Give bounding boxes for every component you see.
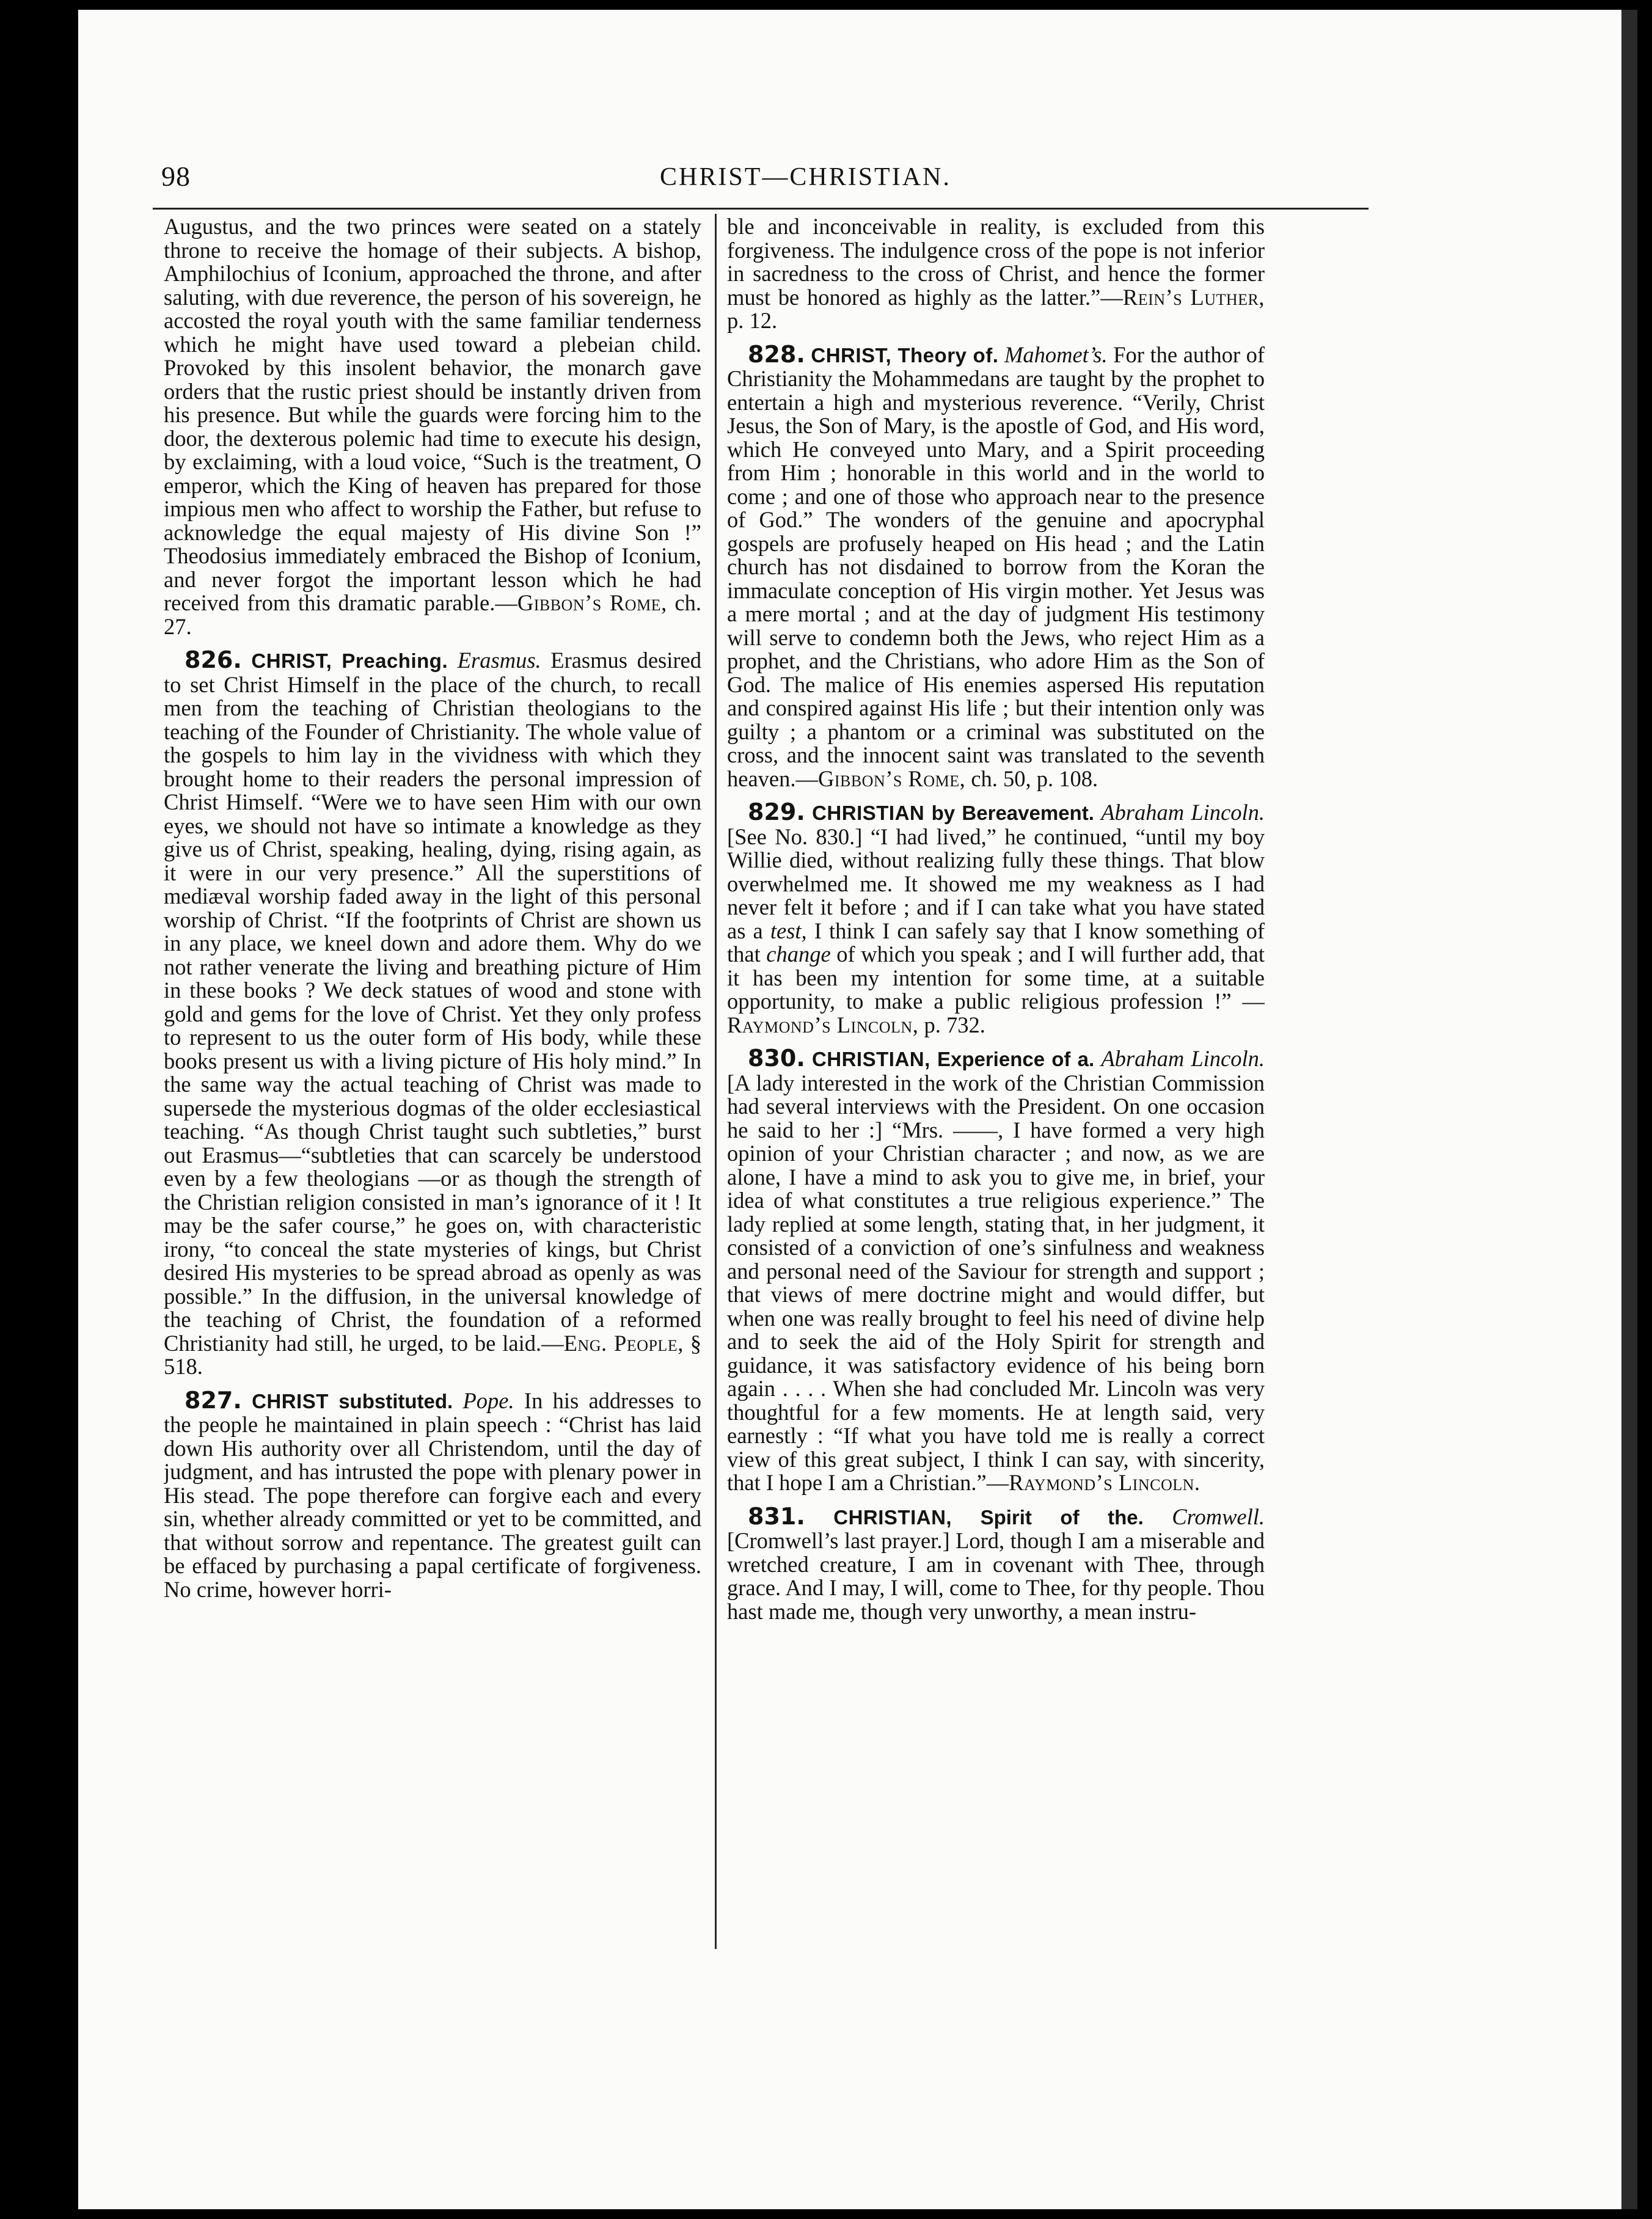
entry-subtopic: by Bereavement. [931, 802, 1094, 824]
entry-emphasis: test, [770, 918, 807, 943]
entry-number: 827. [185, 1386, 242, 1414]
page-header [153, 160, 1369, 197]
entry-829 [727, 800, 1265, 1037]
entry-text: Erasmus desired to set Christ Himself in the place of the church, to recall men from the teaching of Christian theologians to the teaching of the Founder of Christianity. The whole value of the gospels to him lay in the vividness with which they brought home to their readers the personal impression of Christ Himself. “Were we to have seen Him with our own eyes, we should not have so intimate a knowledge as they give us of Christ, speaking, healing, dying, rising again, as it were in our very presence.” All the superstitions of mediæval worship faded away in the light of this personal worship of Christ. “If the footprints of Christ are shown us in any place, we kneel down and adore them. Why do we not rather venerate the living and breathing picture of Him in these books ? We deck statues of wood and stone with gold and gems for the love of Christ. Yet they only profess to represent to us the outer form of His body, while these books present us with a living picture of His holy mind.” In the same way the actual teaching of Christ was made to supersede the mysterious dogmas of the older ecclesiastical teaching. “As though Christ taught such subtleties,” burst out Erasmus—“subtleties that can scarcely be understood even by a few theologians —or as though the strength of the Christian religion consisted in man’s ignorance of it ! It may be the safer course,” he goes on, with characteristic irony, “to conceal the state mysteries of kings, but Christ desired His mysteries to be spread abroad as openly as was possible.” In the diffusion, in the universal knowledge of the teaching of Christ, the foundation of a reformed Christianity had still, he urged, to be laid.— [164, 648, 701, 1356]
entry-subtopic: Spirit of the. [980, 1505, 1144, 1529]
entry-830 [727, 1047, 1265, 1495]
page-number: 98 [161, 161, 191, 192]
header-rule [153, 208, 1369, 210]
entry-tag: Pope. [462, 1387, 514, 1413]
entry-continuation [164, 215, 701, 638]
entry-topic: CHRIST, Preaching. [251, 649, 448, 672]
entry-source: Eng. People, [563, 1330, 684, 1356]
entry-827 [164, 1386, 701, 1602]
entry-number: 828. [748, 340, 805, 368]
entry-tag: Erasmus. [457, 648, 541, 673]
entry-text: of which you speak ; and I will further add, that it has been my intention for some time, at a suitable opportunity, to make a public religious profession !” — [727, 941, 1265, 1014]
entry-number: 831. [748, 1502, 805, 1530]
entry-source: Raymond’s Lincoln. [1009, 1470, 1201, 1495]
entry-ref: ch. 27. [164, 590, 701, 639]
running-title: CHRIST—CHRISTIAN. [660, 163, 951, 191]
entry-emphasis: change [766, 941, 831, 967]
entry-tag: Abraham Lincoln. [1101, 800, 1265, 825]
entry-topic: CHRISTIAN, [811, 1048, 930, 1070]
entry-text: [Cromwell’s last prayer.] Lord, though I am a miserable and wretched creature, I am in covenant with Thee, through grace. And I may, I will, come to Thee, for thy people. Thou hast made me, though very unworthy, a mean instru- [727, 1528, 1265, 1624]
entry-source: Gibbon’s Rome, [817, 766, 966, 791]
entry-ref: § 518. [164, 1330, 701, 1379]
entry-subtopic: substituted. [338, 1389, 453, 1413]
entry-text: [See No. 830.] “I had lived,” he continued, “until my boy Willie died, without realizing fully these things. That blow overwhelmed me. It showed me my weakness as I had never felt it before ; and if I can take what you have stated as a [727, 824, 1265, 943]
entry-source: Gibbon’s Rome, [517, 590, 667, 615]
entry-topic: CHRIST [252, 1389, 329, 1413]
entry-number: 826. [185, 646, 242, 673]
entry-topic: CHRISTIAN [812, 802, 925, 824]
entry-ref: p. 732. [918, 1012, 985, 1037]
entry-ref: p. 12. [727, 308, 778, 333]
right-column [727, 215, 1265, 1962]
entry-ref: ch. 50, p. 108. [965, 766, 1098, 791]
entry-text: Augustus, and the two princes were seated on a stately throne to receive the homage of their subjects. A bishop, Amphilochius of Iconium, approached the throne, and after saluting, with due reverence, the person of his sovereign, he accosted the royal youth with the same familiar tenderness which he might have used toward a plebeian child. Provoked by this insolent behavior, the monarch gave orders that the rustic priest should be instantly driven from his presence. But while the guards were forcing him to the door, the dexterous polemic had time to execute his design, by exclaiming, with a loud voice, “Such is the treatment, O emperor, which the King of heaven has prepared for those impious men who affect to worship the Father, but refuse to acknowledge the equal majesty of His divine Son !” Theodosius immediately embraced the Bishop of Iconium, and never forgot the important lesson which he had received from this dramatic parable.— [164, 215, 701, 615]
entry-tag: Cromwell. [1172, 1504, 1265, 1529]
entry-828 [727, 340, 1265, 791]
entry-text: I think I can safely say that I know something of that [727, 918, 1265, 967]
entry-topic: CHRIST, Theory of. [811, 343, 999, 367]
entry-text: [A lady interested in the work of the Christian Commission had several interviews with the President. On one occasion he said to her :] “Mrs. ——, I have formed a very high opinion of your Christian character ; and now, as we are alone, I have a mind to ask you to give me, in brief, your idea of what constitutes a true religious experience.” The lady replied at some length, stating that, in her judgment, it consisted of a conviction of one’s sinfulness and weakness and personal need of the Saviour for strength and support ; that views of mere doctrine might and would differ, but when one was really brought to feel his need of divine help and to seek the aid of the Holy Spirit for strength and guidance, it was satisfactory evidence of his being born again . . . . When she had concluded Mr. Lincoln was very thoughtful for a few moments. He at length said, very earnestly : “If what you have told me is really a correct view of this great subject, I think I can say, with sincerity, that I hope I am a Christian.”— [727, 1070, 1265, 1495]
column-divider [715, 214, 717, 1949]
entry-826 [164, 648, 701, 1379]
entry-source: Raymond’s Lincoln, [727, 1012, 919, 1037]
entry-tag: Abraham Lincoln. [1101, 1046, 1265, 1071]
left-column [164, 215, 701, 1962]
entry-subtopic: Experience of a. [937, 1048, 1095, 1070]
entry-source: Rein’s Luther, [1122, 284, 1265, 310]
entry-text: In his addresses to the people he maintained in plain speech : “Christ has laid down His authority over all Christendom, until the day of judgment, and has intrusted the pope with plenary power in His stead. The pope therefore can forgive each and every sin, whether already committed or yet to be committed, and that without sorrow and repentance. The greatest guilt can be effaced by purchasing a papal certificate of forgiveness. No crime, however horri- [164, 1387, 701, 1602]
entry-tag: Mahomet’s. [1004, 342, 1108, 367]
entry-number: 829. [748, 799, 805, 825]
page-gutter [1621, 10, 1637, 2209]
entry-text: For the author of Christianity the Mohammedans are taught by the prophet to entertain a high and mysterious reverence. “Verily, Christ Jesus, the Son of Mary, is the apostle of God, and His word, which He conveyed unto Mary, and a Spirit proceeding from Him ; honorable in this world and in the world to come ; and one of those who approach near to the presence of God.” The wonders of the genuine and apocryphal gospels are profusely heaped on His head ; and the Latin church has not disdained to borrow from the Koran the immaculate conception of His virgin mother. Yet Jesus was a mere mortal ; and at the day of judgment His testimony will serve to condemn both the Jews, who reject Him as a prophet, and the Christians, who adore Him as the Son of God. The malice of His enemies aspersed His reputation and conspired against His life ; but their intention only was guilty ; a phantom or a criminal was substituted on the cross, and the innocent saint was translated to the seventh heaven.— [727, 342, 1265, 791]
entry-topic: CHRISTIAN, [833, 1505, 952, 1529]
entry-number: 830. [748, 1045, 805, 1072]
entry-text: ble and inconceivable in reality, is excluded from this forgiveness. The indulgence cross of the pope is not inferior in sacredness to the cross of Christ, and hence the former must be honored as highly as the latter.”— [727, 215, 1265, 310]
entry-827-continued [727, 215, 1265, 333]
entry-831 [727, 1502, 1265, 1624]
